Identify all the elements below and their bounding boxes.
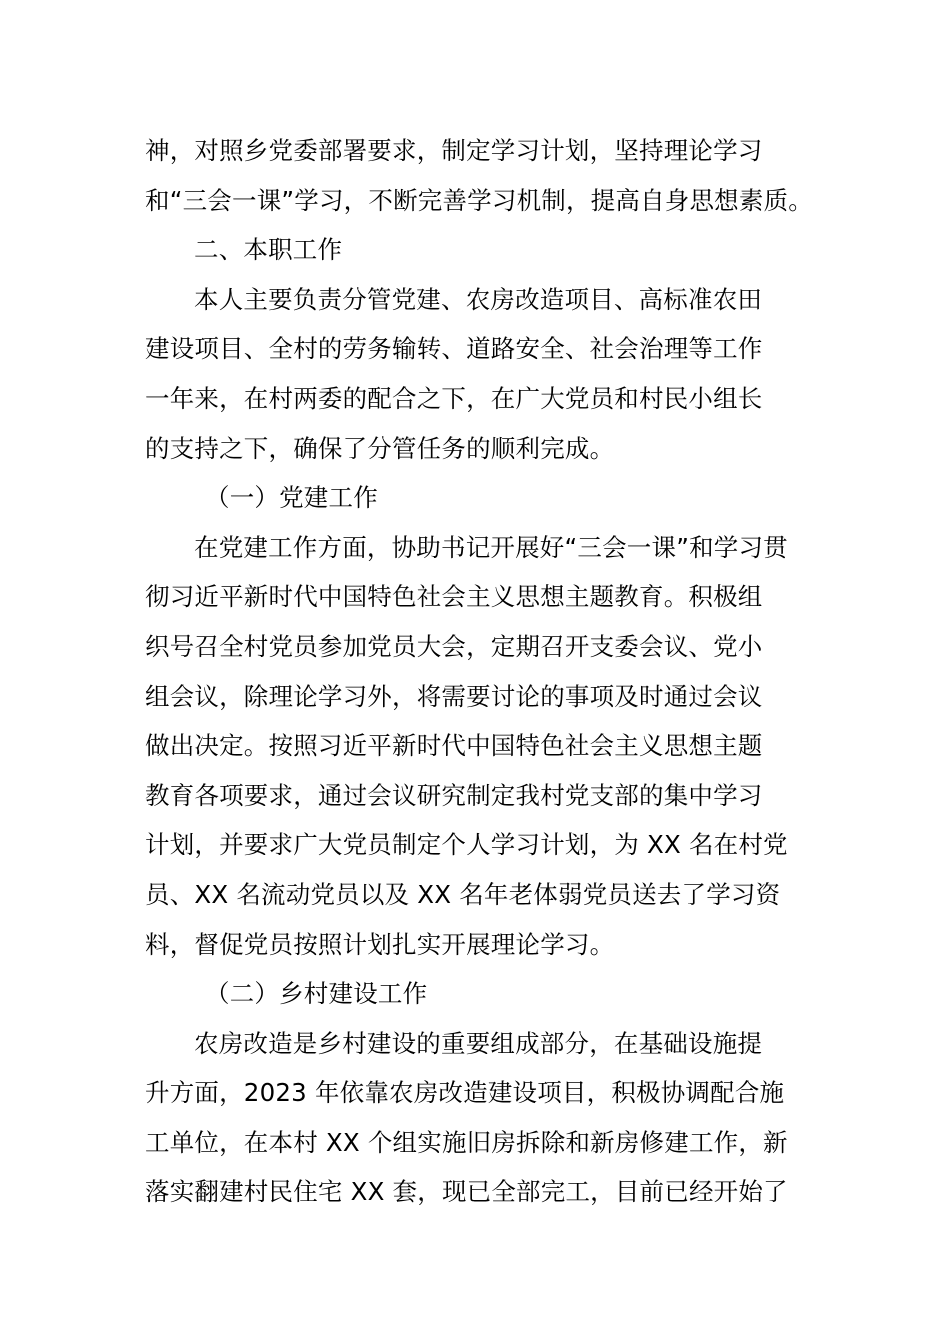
paragraph-line: 本人主要负责分管党建、农房改造项目、高标准农田 <box>194 284 763 314</box>
paragraph-line: 和“三会一课”学习，不断完善学习机制，提高自身思想素质。 <box>145 185 813 215</box>
paragraph-line: 农房改造是乡村建设的重要组成部分，在基础设施提 <box>194 1028 763 1058</box>
section-heading: 二、本职工作 <box>194 235 343 265</box>
paragraph-line: 计划，并要求广大党员制定个人学习计划，为 XX 名在村党 <box>145 830 788 860</box>
paragraph-line: 在党建工作方面，协助书记开展好“三会一课”和学习贯 <box>194 532 788 562</box>
paragraph-line: 的支持之下，确保了分管任务的顺利完成。 <box>145 433 615 463</box>
paragraph-line: 员、XX 名流动党员以及 XX 名年老体弱党员送去了学习资 <box>145 879 781 909</box>
paragraph-line: 彻习近平新时代中国特色社会主义思想主题教育。积极组 <box>145 582 763 612</box>
document-body <box>145 126 813 1217</box>
paragraph-line: 一年来，在村两委的配合之下，在广大党员和村民小组长 <box>145 383 763 413</box>
paragraph-line: 升方面，2023 年依靠农房改造建设项目，积极协调配合施 <box>145 1078 785 1108</box>
paragraph-line: 神，对照乡党委部署要求，制定学习计划，坚持理论学习 <box>145 136 763 165</box>
paragraph-line: 教育各项要求，通过会议研究制定我村党支部的集中学习 <box>145 780 763 810</box>
paragraph-line: 工单位，在本村 XX 个组实施旧房拆除和新房修建工作，新 <box>145 1127 788 1157</box>
paragraph-line: 落实翻建村民住宅 XX 套，现已全部完工，目前已经开始了 <box>145 1177 788 1207</box>
paragraph-line: 料，督促党员按照计划扎实开展理论学习。 <box>145 929 615 959</box>
paragraph-line: 织号召全村党员参加党员大会，定期召开支委会议、党小 <box>145 631 763 661</box>
subsection-heading: （二）乡村建设工作 <box>205 979 428 1009</box>
paragraph-line: 组会议，除理论学习外，将需要讨论的事项及时通过会议 <box>145 681 763 711</box>
paragraph-line: 建设项目、全村的劳务输转、道路安全、社会治理等工作 <box>145 334 763 364</box>
subsection-heading: （一）党建工作 <box>205 483 378 513</box>
paragraph-line: 做出决定。按照习近平新时代中国特色社会主义思想主题 <box>145 731 763 761</box>
